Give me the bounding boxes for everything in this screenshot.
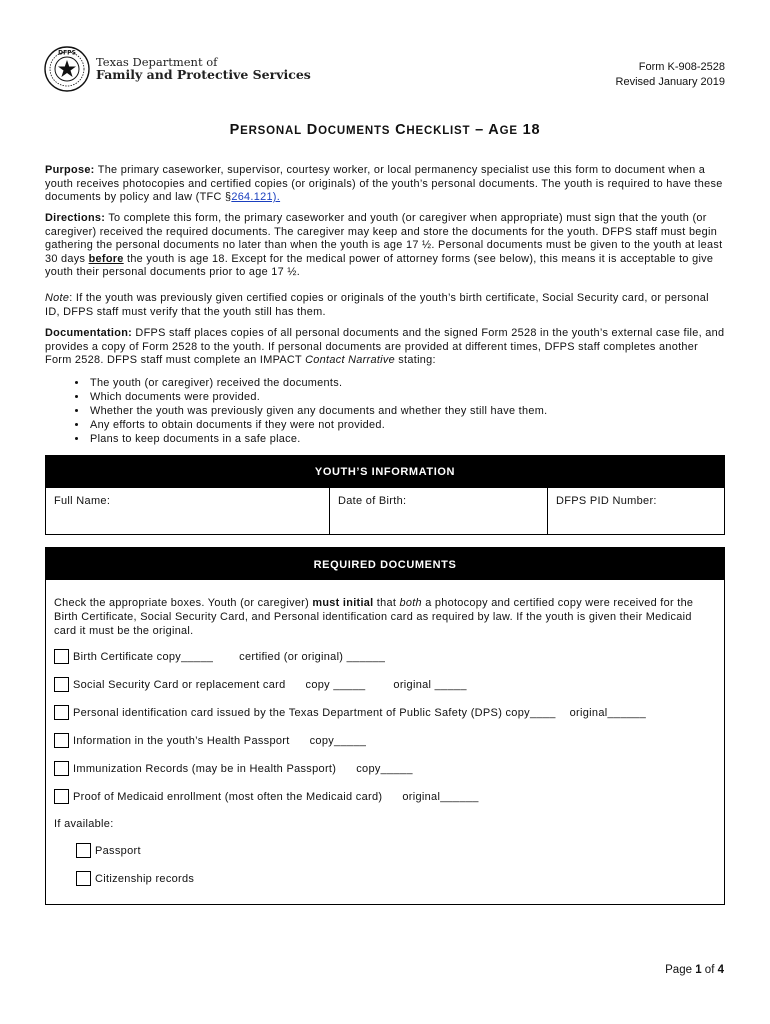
youth-information-row	[46, 488, 724, 534]
social-security-checkbox[interactable]	[54, 677, 69, 692]
health-passport-checkbox[interactable]	[54, 733, 69, 748]
required-documents-heading: REQUIRED DOCUMENTS	[46, 548, 724, 580]
seal-text: DFPS	[58, 49, 76, 57]
health-passport-row: Information in the youth’s Health Passport copy_____	[54, 733, 366, 748]
list-item: • Which documents were provided.	[88, 390, 547, 404]
page-number: Page 1 of 4	[665, 964, 724, 976]
revision-date: Revised January 2019	[615, 76, 725, 88]
full-name-label: Full Name:	[54, 495, 111, 507]
medicaid-enrollment-checkbox[interactable]	[54, 789, 69, 804]
required-documents-section	[45, 547, 725, 905]
page-title: PERSONAL DOCUMENTS CHECKLIST – AGE 18	[229, 122, 541, 138]
directions-label: Directions:	[45, 212, 106, 224]
agency-name-line2: Family and Protective Services	[96, 67, 311, 83]
required-documents-instructions: Check the appropriate boxes. Youth (or caregiver) must initial that both a photocopy and certified copy were received for the Birth Certificate, Social Security Card, and Personal identification card as required by law. If the youth is given their Medicaid card it must be the original.	[54, 597, 694, 637]
citizenship-records-row: Citizenship records	[76, 871, 194, 886]
agency-logo	[44, 46, 311, 92]
purpose-section	[45, 164, 725, 205]
full-name-field[interactable]	[46, 488, 330, 534]
documentation-label: Documentation:	[45, 327, 133, 339]
purpose-label: Purpose:	[45, 164, 95, 176]
dfps-seal-icon	[44, 46, 90, 92]
medicaid-enrollment-row: Proof of Medicaid enrollment (most often the Medicaid card) original______	[54, 789, 479, 804]
date-of-birth-field[interactable]	[330, 488, 548, 534]
list-item: • The youth (or caregiver) received the documents.	[88, 376, 547, 390]
immunization-records-row: Immunization Records (may be in Health Passport) copy_____	[54, 761, 413, 776]
youth-information-table	[45, 455, 725, 535]
directions-section: Directions: To complete this form, the primary caseworker and youth (or caregiver when appropriate) must sign that the youth (or caregiver) received the required documents. The caregiver may keep and store the documents for the youth. DFPS staff must begin gathering the personal documents no later than when the youth is age 17 ½. Personal documents must be given to the youth at least 30 days before the youth is age 18. Except for the medical power of attorney forms (see below), this means it is acceptable to give youth their personal documents prior to age 17 ½.	[45, 212, 723, 279]
birth-certificate-checkbox[interactable]	[54, 649, 69, 664]
list-item: • Plans to keep documents in a safe place.	[88, 432, 547, 446]
documentation-bullet-list	[68, 376, 547, 446]
youth-information-heading: YOUTH’S INFORMATION	[46, 456, 724, 488]
personal-id-checkbox[interactable]	[54, 705, 69, 720]
passport-checkbox[interactable]	[76, 843, 91, 858]
purpose-text: The primary caseworker, supervisor, courtesy worker, or local permanency specialist use this form to document when a youth receives photocopies and certified copies (or originals) of the youth’s personal documents. The youth is required to have these documents by policy and law (TFC §	[45, 164, 723, 204]
personal-id-row: Personal identification card issued by the Texas Department of Public Safety (DPS) copy____ original______	[54, 705, 646, 720]
list-item: • Any efforts to obtain documents if they were not provided.	[88, 418, 547, 432]
social-security-row: Social Security Card or replacement card copy _____ original _____	[54, 677, 467, 692]
dfps-pid-label: DFPS PID Number:	[556, 495, 657, 507]
before-emphasis: before	[88, 252, 124, 265]
documentation-section: Documentation: DFPS staff places copies of all personal documents and the signed Form 2528 in the youth’s external case file, and provides a copy of Form 2528 to the youth. If personal documents are provided at different times, DFPS staff completes another Form 2528. DFPS staff must complete an IMPACT Contact Narrative stating:	[45, 327, 725, 367]
date-of-birth-label: Date of Birth:	[338, 495, 407, 507]
form-number: Form K-908-2528	[638, 61, 725, 73]
if-available-label: If available:	[54, 818, 114, 830]
passport-row: Passport	[76, 843, 141, 858]
form-identifier	[616, 60, 725, 90]
tfc-link[interactable]: 264.121).	[231, 191, 281, 204]
birth-certificate-row: Birth Certificate copy_____ certified (or original) ______	[54, 649, 385, 664]
list-item: • Whether the youth was previously given any documents and whether they still have them.	[88, 404, 547, 418]
dfps-pid-field[interactable]	[548, 488, 724, 534]
agency-name-line1: Texas Department of	[96, 54, 218, 69]
immunization-records-checkbox[interactable]	[54, 761, 69, 776]
note-label: Note	[45, 292, 70, 304]
citizenship-records-checkbox[interactable]	[76, 871, 91, 886]
note-section: Note: If the youth was previously given certified copies or originals of the youth’s birth certificate, Social Security card, or personal ID, DFPS staff must verify that the youth still has them.	[45, 292, 709, 318]
